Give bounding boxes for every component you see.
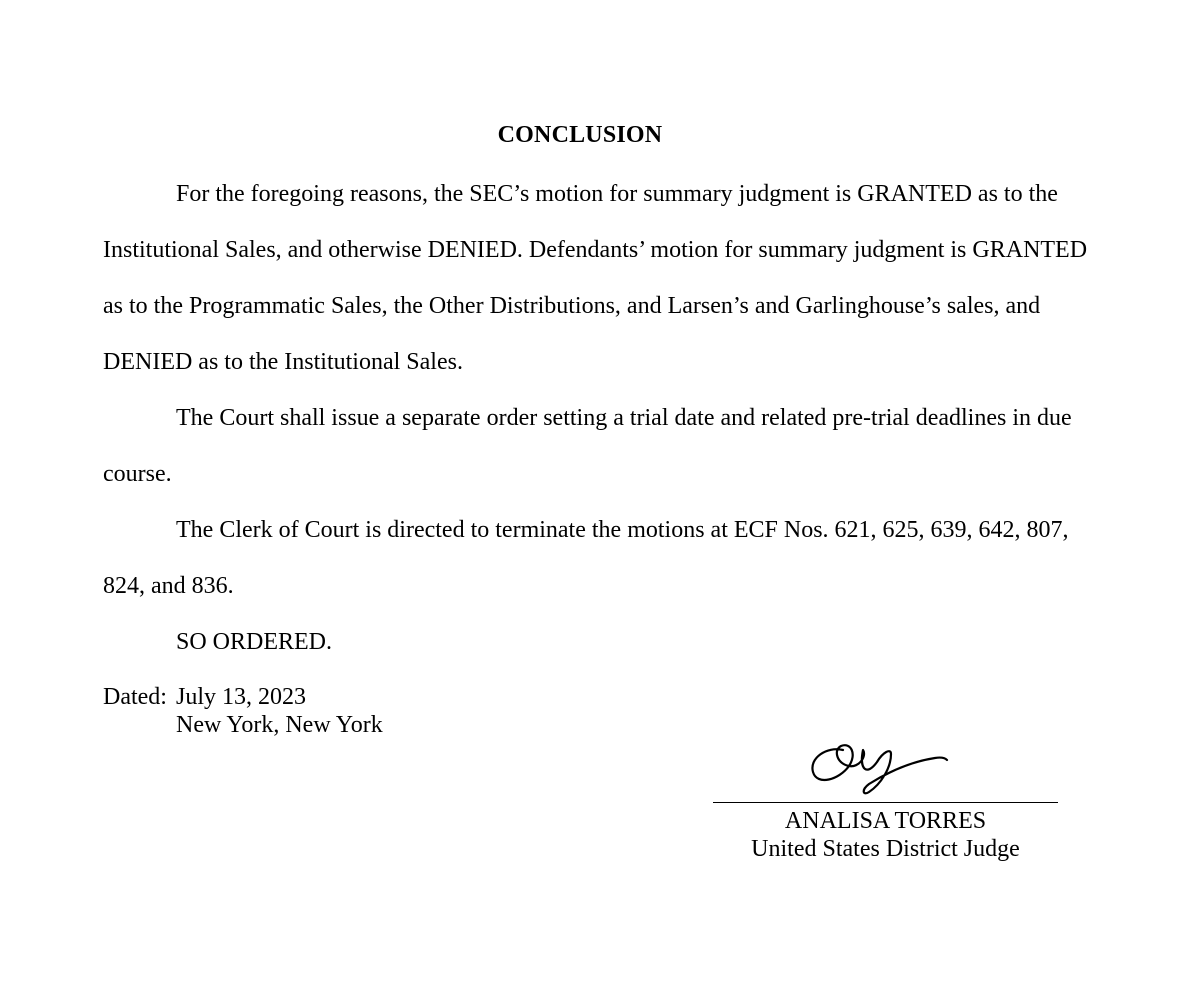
dated-block — [103, 683, 383, 739]
judge-title: United States District Judge — [751, 836, 1020, 862]
signature-line — [713, 802, 1058, 803]
paragraph-ruling: For the foregoing reasons, the SEC’s motion for summary judgment is GRANTED as to the Institutional Sales, and otherwise DENIED. Defendants’ motion for summary judgment is GRANTED as to the Programmatic Sales, the Other Distributions, and Larsen’s and Garlinghouse’s sales, and DENIED as to the Institutional Sales. — [103, 181, 1088, 375]
section-heading: CONCLUSION — [497, 122, 663, 148]
dated-location: New York, New York — [176, 712, 383, 738]
paragraph-so-ordered: SO ORDERED. — [176, 629, 333, 655]
judge-name: ANALISA TORRES — [784, 808, 987, 834]
handwritten-signature — [805, 730, 955, 800]
paragraph-clerk-directive: The Clerk of Court is directed to terminate the motions at ECF Nos. 621, 625, 639, 642, 807, 824, and 836. — [103, 517, 1069, 599]
dated-label: Dated: — [103, 684, 167, 710]
dated-date: July 13, 2023 — [176, 684, 307, 710]
dated-line — [103, 683, 383, 711]
signature-block — [713, 730, 1058, 870]
paragraph-trial-order: The Court shall issue a separate order setting a trial date and related pre-trial deadlines in due course. — [103, 405, 1072, 487]
